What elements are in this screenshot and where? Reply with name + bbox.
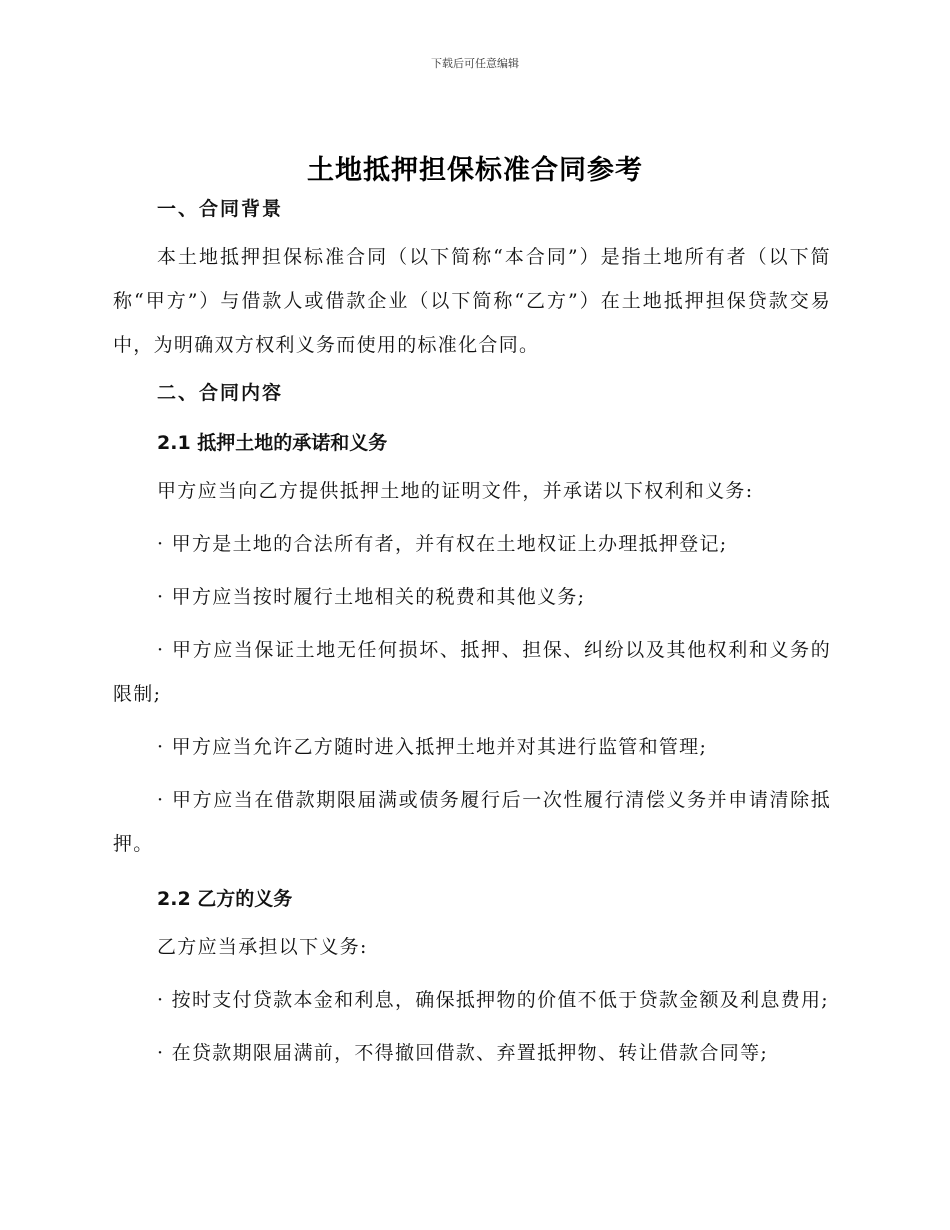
- subsection-2-1-intro: 甲方应当向乙方提供抵押土地的证明文件，并承诺以下权利和义务:: [157, 480, 754, 502]
- document-title: 土地抵押担保标准合同参考: [307, 155, 643, 186]
- list-item: · 甲方应当按时履行土地相关的税费和其他义务;: [157, 586, 586, 608]
- document-body: [113, 192, 831, 1075]
- list-item: · 在贷款期限届满前，不得撤回借款、弃置抵押物、转让借款合同等;: [157, 1042, 769, 1064]
- list-item: · 甲方是土地的合法所有者，并有权在土地权证上办理抵押登记;: [157, 533, 728, 555]
- header-note: 下载后可任意编辑: [431, 57, 519, 70]
- subsection-heading-2-2: 2.2 乙方的义务: [157, 888, 293, 910]
- list-item: · 按时支付贷款本金和利息，确保抵押物的价值不低于贷款金额及利息费用;: [157, 989, 829, 1011]
- section-heading-content: 二、合同内容: [157, 382, 284, 404]
- subsection-2-2-intro: 乙方应当承担以下义务:: [157, 936, 368, 958]
- subsection-heading-2-1: 2.1 抵押土地的承诺和义务: [157, 432, 388, 454]
- list-item: · 甲方应当允许乙方随时进入抵押土地并对其进行监管和管理;: [157, 736, 708, 758]
- list-item: · 甲方应当保证土地无任何损坏、抵押、担保、纠纷以及其他权利和义务的限制;: [113, 639, 831, 705]
- list-item: · 甲方应当在借款期限届满或债务履行后一次性履行清偿义务并申请清除抵押。: [113, 789, 831, 855]
- section-heading-background: 一、合同背景: [157, 198, 284, 220]
- background-paragraph: 本土地抵押担保标准合同（以下简称“本合同”）是指土地所有者（以下简称“甲方”）与借款人或借款企业（以下简称“乙方”）在土地抵押担保贷款交易中，为明确双方权利义务而使用的标准化合同。: [113, 246, 831, 356]
